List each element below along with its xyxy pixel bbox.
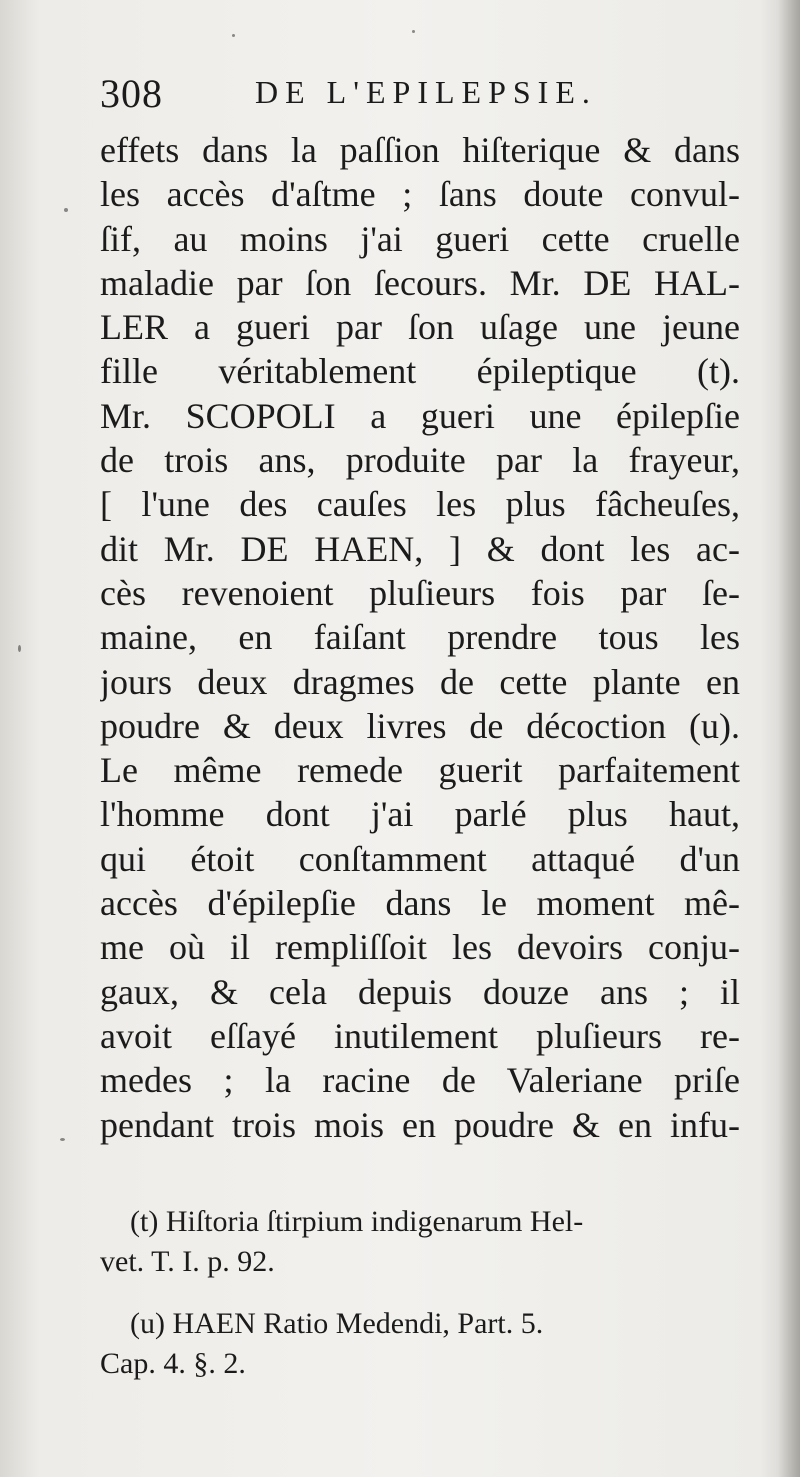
text-line: avoit eſſayé inutilement pluſieurs re- [100, 1015, 740, 1056]
text-line: poudre & deux livres de décoction (u). [100, 705, 740, 746]
text-line: effets dans la paſſion hiſterique & dans [100, 130, 740, 170]
text-line: gaux, & cela depuis douze ans ; il [100, 971, 740, 1012]
footnotes [100, 1202, 740, 1384]
text-line: maladie par ſon ſecours. Mr. DE HAL- [100, 262, 740, 303]
text-line: les accès d'aſtme ; ſans doute convul- [100, 174, 740, 215]
text-line: me où il rempliſſoit les devoirs conju- [100, 927, 740, 968]
text-line: LER a gueri par ſon uſage une jeune [100, 307, 740, 348]
page-edge-shadow [778, 0, 800, 1477]
text-line: [ l'une des cauſes les plus fâcheuſes, [100, 484, 740, 525]
text-line: cès revenoient pluſieurs fois par ſe- [100, 572, 740, 613]
main-text [100, 128, 740, 1147]
ink-speck [232, 34, 235, 37]
text-line: medes ; la racine de Valeriane priſe [100, 1060, 740, 1101]
text-line: qui étoit conſtamment attaqué d'un [100, 838, 740, 879]
text-line: de trois ans, produite par la frayeur, [100, 440, 740, 481]
ink-speck [18, 645, 21, 652]
text-line: Mr. SCOPOLI a gueri une épilepſie [100, 395, 740, 436]
footnote-t-line-1: (t) Hiſtoria ſtirpium indigenarum Hel- [130, 1205, 584, 1238]
footnote-u-line-1: (u) HAEN Ratio Medendi, Part. 5. [130, 1307, 544, 1340]
ink-speck [412, 30, 415, 33]
footnote-spacer [100, 1282, 740, 1304]
text-line: maine, en faiſant prendre tous les [100, 617, 740, 658]
page-header [100, 70, 740, 130]
text-line: ſif, au moins j'ai gueri cette cruelle [100, 218, 740, 259]
ink-speck [60, 1138, 65, 1141]
text-line: pendant trois mois en poudre & en infu- [100, 1104, 740, 1145]
running-head: DE L'EPILEPSIE. [255, 74, 597, 110]
ink-speck [64, 208, 68, 212]
text-line: accès d'épilepſie dans le moment mê- [100, 883, 740, 924]
text-line: jours deux dragmes de cette plante en [100, 661, 740, 702]
text-line: dit Mr. DE HAEN, ] & dont les ac- [100, 528, 740, 569]
page-number: 308 [100, 71, 163, 116]
text-line: Le même remede guerit parfaitement [100, 750, 740, 791]
text-line: fille véritablement épileptique (t). [100, 351, 740, 392]
text-line: l'homme dont j'ai parlé plus haut, [100, 794, 740, 835]
footnote-u-line-2: Cap. 4. §. 2. [100, 1347, 246, 1380]
footnote-t-line-2: vet. T. I. p. 92. [100, 1245, 275, 1278]
